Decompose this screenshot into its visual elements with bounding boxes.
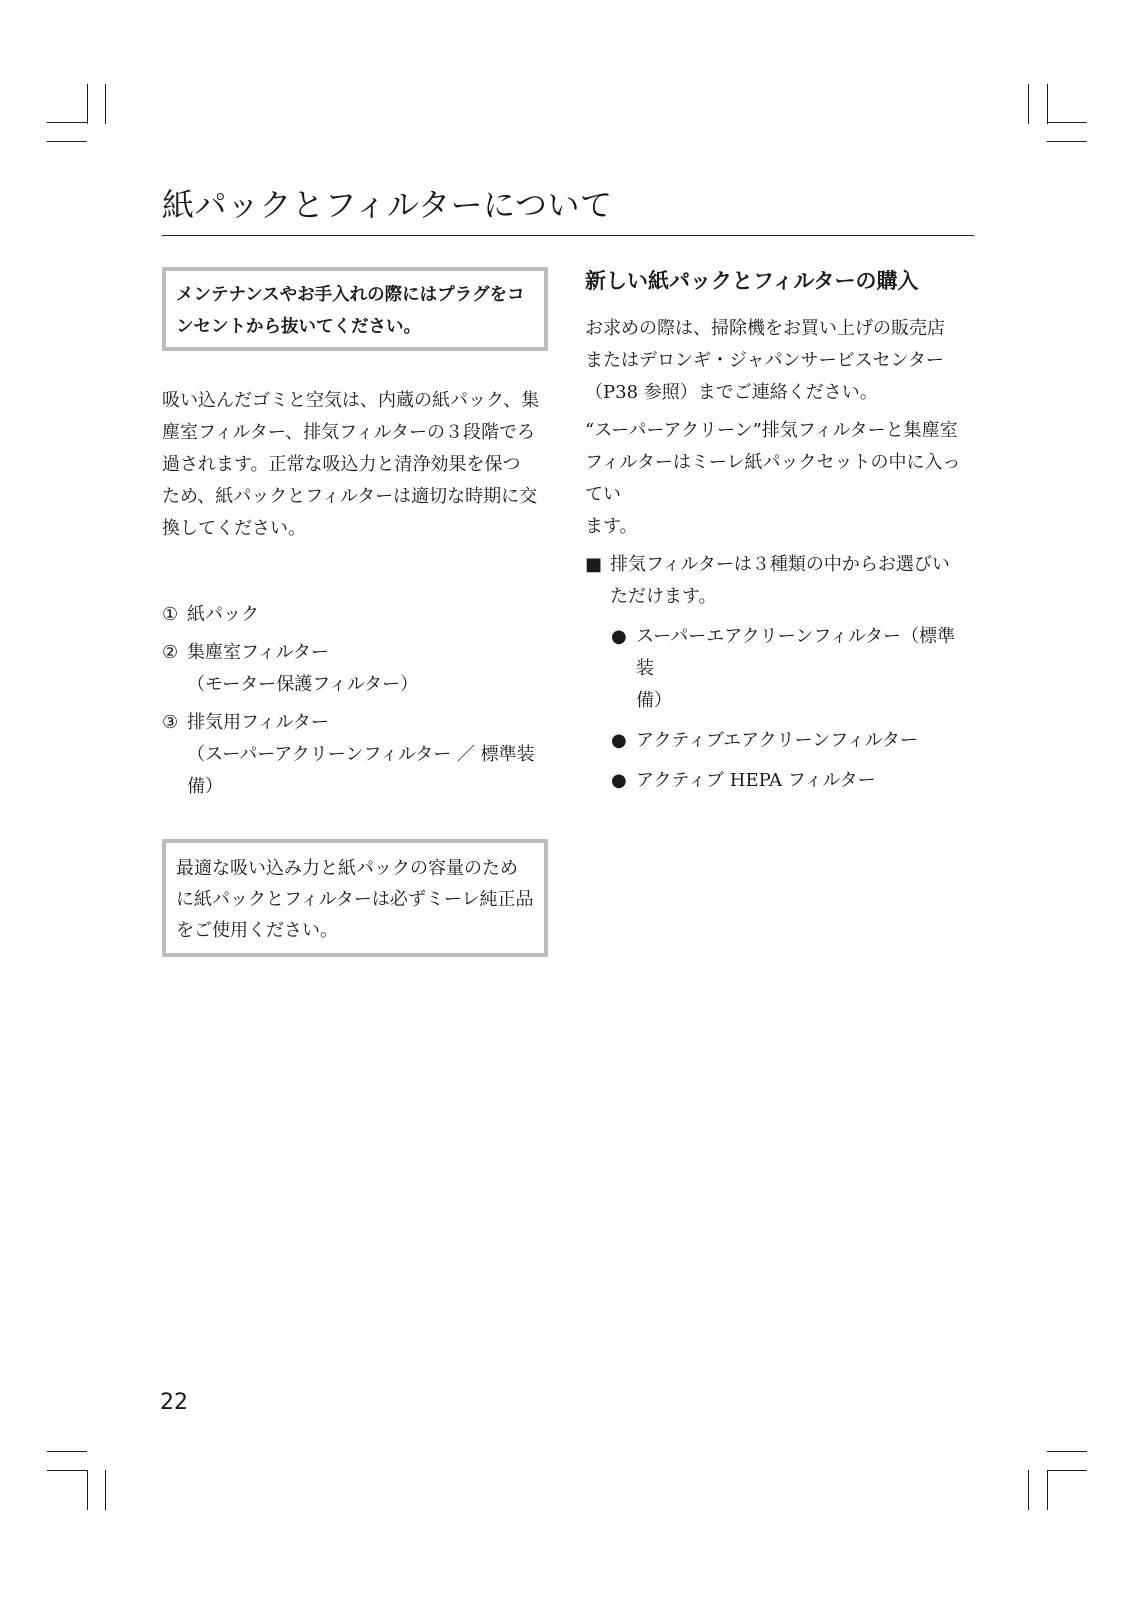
item-number: ③ (162, 712, 179, 733)
item-text: （モーター保護フィルター） (187, 674, 419, 695)
page-title: 紙パックとフィルターについて (162, 186, 613, 224)
note-line: 最適な吸い込み力と紙パックの容量のため (176, 858, 518, 879)
bullet-icon: ● (611, 770, 627, 791)
note-box (162, 839, 548, 957)
item-text: 紙パック (187, 604, 259, 625)
crop-mark (1047, 141, 1087, 142)
crop-mark (1047, 84, 1048, 124)
square-bullet-icon: ■ (585, 554, 603, 575)
note-line: をご使用ください。 (176, 920, 338, 941)
set-paragraph (585, 415, 971, 543)
crop-mark (1047, 1470, 1048, 1510)
filter-intro-line: 排気フィルターは３種類の中からお選びい (610, 554, 950, 575)
list-item (162, 599, 548, 631)
list-item (162, 707, 548, 803)
crop-mark (47, 141, 87, 142)
option-text: アクティブエアクリーンフィルター (636, 730, 919, 751)
crop-mark (87, 1470, 88, 1510)
note-line: に紙パックとフィルターは必ずミーレ純正品 (176, 889, 534, 910)
paragraph-line: ます。 (585, 516, 638, 537)
crop-mark (47, 1470, 87, 1471)
item-text: （スーパーアクリーンフィルター ／ 標準装 (187, 744, 535, 765)
bullet-icon: ● (611, 730, 627, 751)
warning-box (162, 267, 548, 351)
crop-mark (105, 1470, 106, 1510)
paragraph-line: フィルターはミーレ紙パックセットの中に入ってい (585, 452, 961, 505)
intro-line: 換してください。 (162, 518, 306, 539)
bullet-icon: ● (611, 626, 627, 647)
intro-line: 過されます。正常な吸込力と清浄効果を保つ (162, 454, 521, 475)
intro-line: 塵室フィルター、排気フィルターの３段階でろ (162, 422, 535, 443)
option-text: アクティブ HEPA フィルター (636, 770, 876, 791)
section-heading: 新しい紙パックとフィルターの購入 (585, 269, 919, 293)
filter-intro-line: ただけます。 (610, 586, 717, 607)
crop-mark (1047, 122, 1087, 123)
crop-mark (1047, 1470, 1087, 1471)
title-divider (162, 235, 974, 236)
parts-list (162, 599, 548, 803)
crop-mark (87, 84, 88, 124)
option-text: 備） (636, 690, 672, 711)
crop-mark (1028, 84, 1029, 124)
paragraph-line: またはデロンギ・ジャパンサービスセンター (585, 350, 944, 371)
item-text: 集塵室フィルター (187, 642, 329, 663)
intro-paragraph (162, 385, 548, 545)
intro-line: ため、紙パックとフィルターは適切な時期に交 (162, 486, 538, 507)
warning-text: メンテナンスやお手入れの際にはプラグをコンセントから抜いてください。 (176, 285, 525, 337)
item-number: ② (162, 642, 179, 663)
crop-mark (105, 84, 106, 124)
item-text: 備） (187, 776, 223, 797)
paragraph-line: “スーパーアクリーン”排気フィルターと集塵室 (585, 420, 958, 441)
item-text: 排気用フィルター (187, 712, 329, 733)
left-column (162, 267, 548, 957)
crop-mark (1028, 1470, 1029, 1510)
list-item (162, 637, 548, 701)
crop-mark (1047, 1451, 1087, 1452)
option-text: スーパーエアクリーンフィルター（標準装 (636, 626, 956, 679)
paragraph-line: お求めの際は、掃除機をお買い上げの販売店 (585, 318, 945, 339)
paragraph-line: （P38 参照）までご連絡ください。 (585, 382, 878, 403)
filter-intro (585, 549, 971, 613)
crop-mark (47, 1451, 87, 1452)
item-number: ① (162, 604, 179, 625)
filter-option (611, 725, 971, 757)
right-column (585, 265, 971, 797)
page-number: 22 (160, 1390, 188, 1415)
purchase-paragraph (585, 313, 971, 409)
intro-line: 吸い込んだゴミと空気は、内蔵の紙パック、集 (162, 390, 540, 411)
filter-option (611, 621, 971, 717)
crop-mark (47, 122, 87, 123)
filter-option (611, 765, 971, 797)
